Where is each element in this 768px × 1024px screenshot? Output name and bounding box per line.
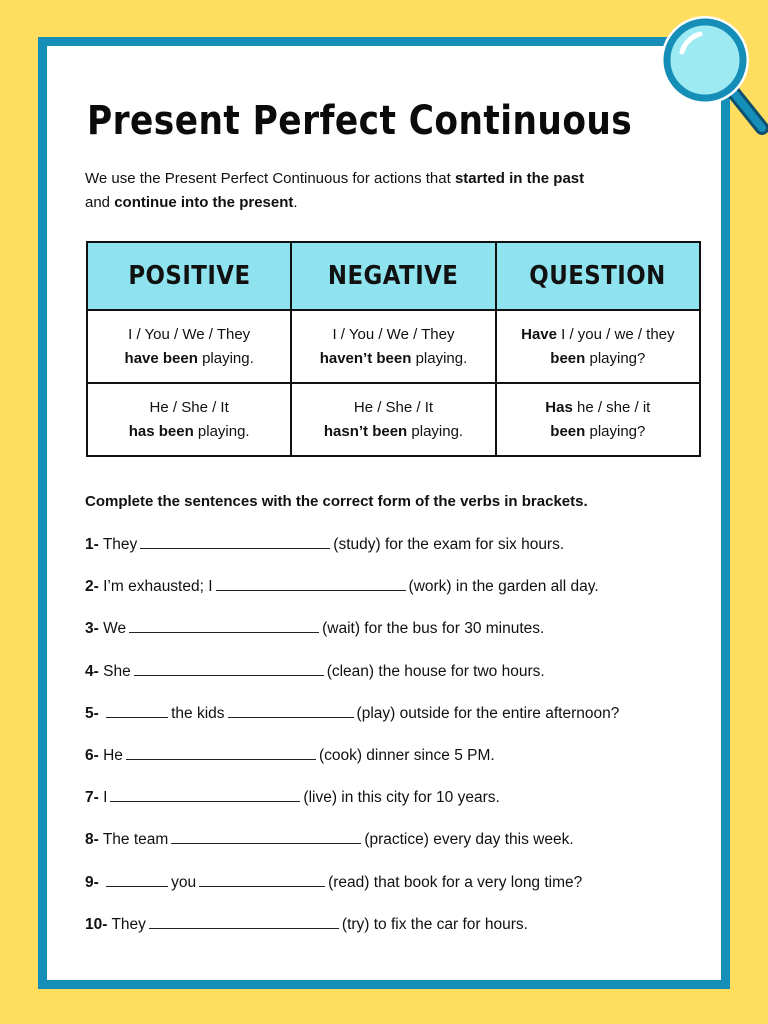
intro-bold-1: started in the past bbox=[454, 170, 585, 187]
answer-blank[interactable] bbox=[140, 534, 330, 549]
worksheet bbox=[47, 46, 721, 980]
answer-blank[interactable] bbox=[106, 703, 168, 718]
exercise-list bbox=[85, 524, 619, 946]
answer-blank[interactable] bbox=[129, 618, 319, 633]
worksheet-frame bbox=[38, 37, 730, 989]
intro-text-2: and bbox=[85, 194, 115, 211]
exercise-item: 9- you (read) that book for a very long time? bbox=[85, 873, 583, 891]
exercise-item: 5- the kids (play) outside for the entire afternoon? bbox=[85, 704, 620, 722]
table-row bbox=[87, 310, 700, 383]
cell-negative: He / She / It hasn’t been playing. bbox=[291, 383, 495, 456]
answer-blank[interactable] bbox=[199, 872, 325, 887]
header-question: QUESTION bbox=[496, 242, 700, 310]
header-positive: POSITIVE bbox=[87, 242, 291, 310]
answer-blank[interactable] bbox=[106, 872, 168, 887]
cell-question: Has he / she / it been playing? bbox=[496, 383, 700, 456]
exercise-item: 10- They (try) to fix the car for hours. bbox=[85, 915, 528, 933]
exercise-item: 2- I’m exhausted; I (work) in the garden all day. bbox=[85, 578, 599, 596]
table-row bbox=[87, 383, 700, 456]
cell-negative: I / You / We / They haven’t been playing. bbox=[291, 310, 495, 383]
exercise-item: 4- She (clean) the house for two hours. bbox=[85, 662, 545, 680]
magnifying-glass-icon bbox=[650, 10, 768, 140]
exercise-item: 3- We (wait) for the bus for 30 minutes. bbox=[85, 620, 545, 638]
answer-blank[interactable] bbox=[134, 661, 324, 676]
cell-question: Have I / you / we / they been playing? bbox=[496, 310, 700, 383]
intro-bold-2: continue into the present bbox=[114, 194, 294, 211]
exercise-item: 1- They (study) for the exam for six hours. bbox=[85, 536, 565, 553]
answer-blank[interactable] bbox=[216, 576, 406, 591]
exercise-item: 7- I (live) in this city for 10 years. bbox=[85, 789, 500, 807]
exercise-instructions: Complete the sentences with the correct form of the verbs in brackets. bbox=[85, 493, 588, 510]
page-title: Present Perfect Continuous bbox=[87, 98, 633, 144]
cell-positive: He / She / It has been playing. bbox=[87, 383, 291, 456]
answer-blank[interactable] bbox=[171, 829, 361, 844]
answer-blank[interactable] bbox=[149, 914, 339, 929]
exercise-item: 6- He (cook) dinner since 5 PM. bbox=[85, 746, 495, 764]
cell-positive: I / You / We / They have been playing. bbox=[87, 310, 291, 383]
table-header-row bbox=[87, 242, 700, 310]
answer-blank[interactable] bbox=[126, 745, 316, 760]
header-negative: NEGATIVE bbox=[291, 242, 495, 310]
answer-blank[interactable] bbox=[110, 787, 300, 802]
intro-paragraph bbox=[85, 167, 705, 215]
answer-blank[interactable] bbox=[228, 703, 354, 718]
intro-text-3: . bbox=[293, 194, 298, 211]
intro-text-1: We use the Present Perfect Continuous for actions that bbox=[85, 170, 455, 187]
exercise-item: 8- The team (practice) every day this week. bbox=[85, 831, 574, 849]
grammar-table bbox=[86, 241, 701, 457]
